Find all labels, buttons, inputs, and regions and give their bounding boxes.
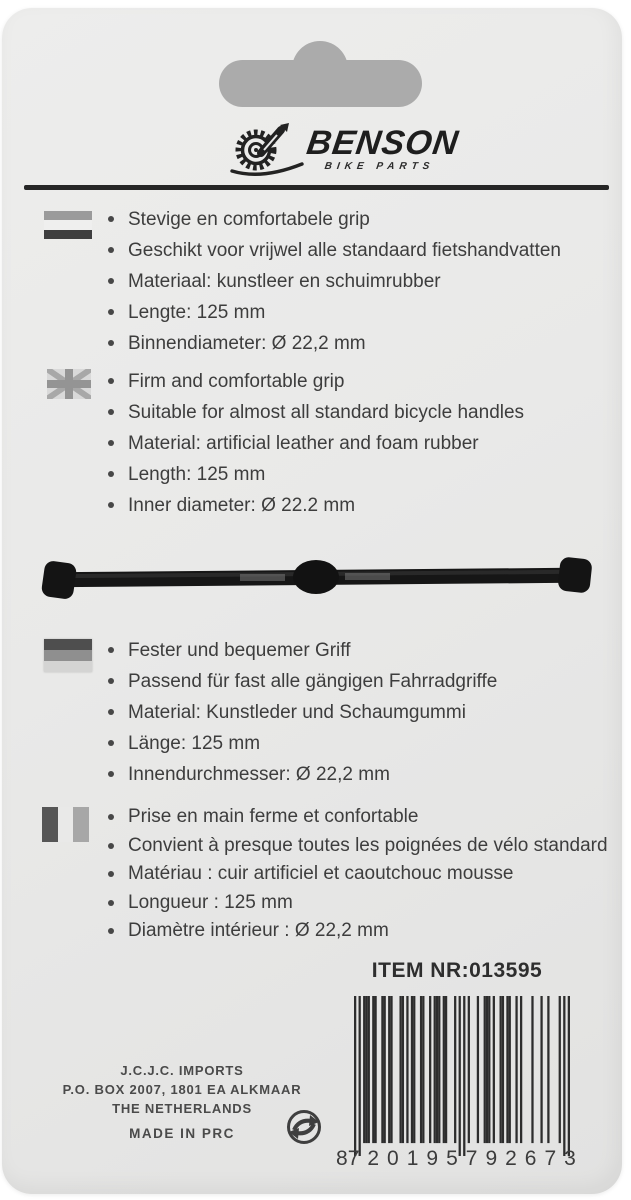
list-item [106,803,606,832]
list-item [106,759,606,790]
bullet-text: Suitable for almost all standard bicycle handles [128,402,525,423]
list-item [106,697,606,728]
brand-logo [230,120,462,178]
product-grip-tool-image [35,548,597,612]
made-in-label: MADE IN PRC [129,1126,235,1141]
gear-tool-icon [230,120,304,178]
bullet-icon [108,502,114,508]
bullet-text: Lengte: 125 mm [128,302,266,323]
list-item [106,860,606,889]
list-item [106,204,606,235]
bullet-list-dutch [106,204,606,359]
bullet-icon [108,216,114,222]
list-item [106,428,606,459]
list-item [106,666,606,697]
bullet-text: Prise en main ferme et confortable [128,806,419,827]
bullet-icon [108,440,114,446]
list-item [106,366,606,397]
bullet-text: Geschikt voor vrijwel alle standaard fietshandvatten [128,240,562,261]
bullet-icon [108,709,114,715]
list-item [106,728,606,759]
list-item [106,490,606,521]
bullet-text: Länge: 125 mm [128,733,261,754]
france-flag-icon [42,807,89,842]
importer-country: THE NETHERLANDS [112,1101,252,1116]
bullet-text: Diamètre intérieur : Ø 22,2 mm [128,920,389,941]
bullet-text: Inner diameter: Ø 22.2 mm [128,495,356,516]
barcode-digit-group: 8 [336,1147,348,1170]
bullet-icon [108,340,114,346]
bullet-text: Innendurchmesser: Ø 22,2 mm [128,764,390,785]
recycle-icon [286,1109,322,1145]
bullet-list-english [106,366,606,521]
bullet-icon [108,928,114,934]
blister-card [2,8,622,1194]
euro-hang-slot-body [219,60,422,107]
bullet-text: Matériau : cuir artificiel et caoutchouc mousse [128,863,514,884]
brand-name: BENSON [304,124,462,162]
barcode-bars [354,996,570,1156]
uk-flag-icon [47,369,91,399]
list-item [106,917,606,946]
bullet-text: Material: artificial leather and foam rubber [128,433,479,454]
list-item [106,297,606,328]
bullet-text: Binnendiameter: Ø 22,2 mm [128,333,366,354]
brand-subtitle: BIKE PARTS [323,161,436,172]
bullet-icon [108,471,114,477]
netherlands-flag-icon [44,211,92,239]
bullet-icon [108,247,114,253]
list-item [106,397,606,428]
barcode-digit-group: 792673 [465,1147,584,1170]
bullet-text: Fester und bequemer Griff [128,640,351,661]
bullet-icon [108,278,114,284]
divider-rule [24,185,609,190]
bullet-icon [108,771,114,777]
bullet-text: Stevige en comfortabele grip [128,209,370,230]
list-item [106,889,606,918]
brand-text [303,124,462,172]
germany-flag-icon [44,639,92,672]
list-item [106,266,606,297]
bullet-icon [108,843,114,849]
bullet-text: Passend für fast alle gängigen Fahrradgriffe [128,671,498,692]
bullet-list-french [106,803,606,946]
bullet-icon [108,740,114,746]
list-item [106,635,606,666]
barcode-digits [336,1147,584,1171]
bullet-text: Materiaal: kunstleer en schuimrubber [128,271,441,292]
bullet-text: Material: Kunstleder und Schaumgummi [128,702,466,723]
list-item [106,459,606,490]
list-item [106,832,606,861]
importer-name: J.C.J.C. IMPORTS [120,1063,244,1078]
barcode-digit-group: 720195 [347,1147,466,1170]
bullet-icon [108,871,114,877]
bullet-icon [108,309,114,315]
bullet-text: Length: 125 mm [128,464,266,485]
bullet-icon [108,409,114,415]
bullet-icon [108,678,114,684]
bullet-icon [108,378,114,384]
importer-address [57,1061,307,1118]
bullet-icon [108,647,114,653]
item-number: ITEM NR:013595 [371,959,543,982]
bullet-text: Longueur : 125 mm [128,891,293,913]
bullet-list-german [106,635,606,790]
list-item [106,235,606,266]
bullet-icon [108,814,114,820]
bullet-icon [108,900,114,906]
list-item [106,328,606,359]
importer-po-box: P.O. BOX 2007, 1801 EA ALKMAAR [62,1082,302,1097]
bullet-text: Convient à presque toutes les poignées de vélo standard [128,834,608,856]
bullet-text: Firm and comfortable grip [128,371,345,392]
